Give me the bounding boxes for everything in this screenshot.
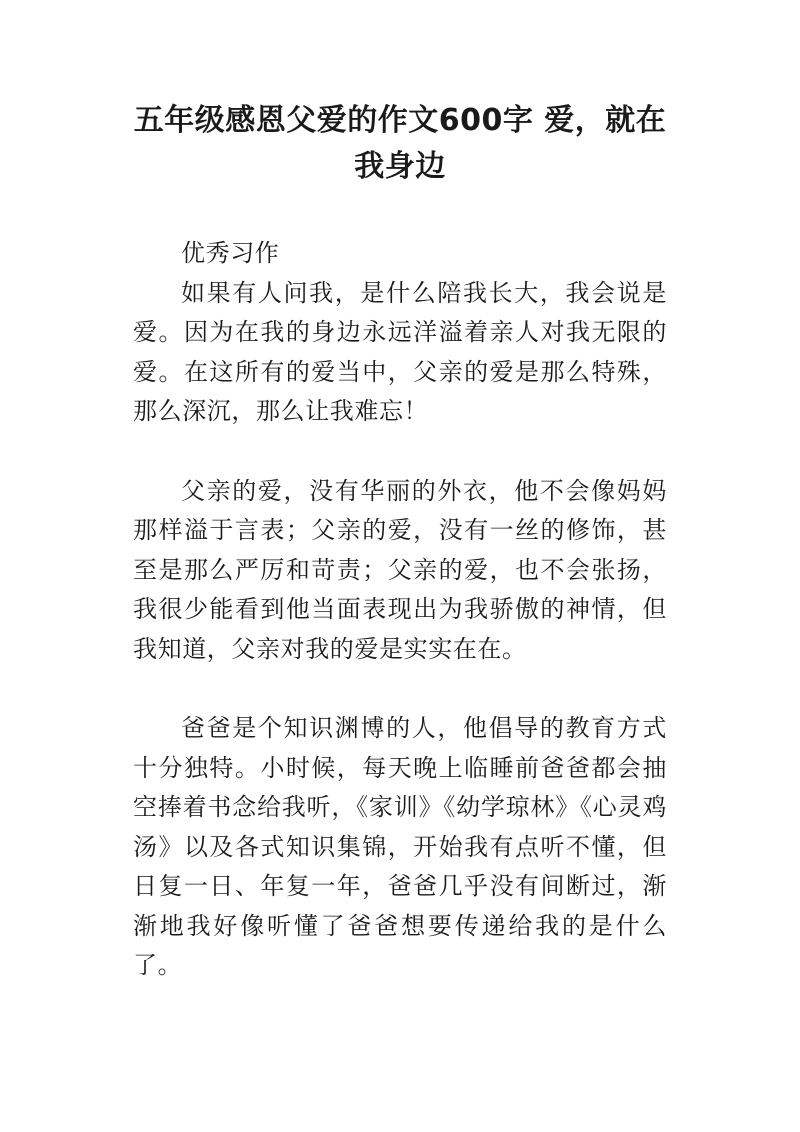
document-title: 五年级感恩父爱的作文600字 爱，就在我身边: [133, 103, 667, 184]
essay-label: 优秀习作: [181, 239, 280, 267]
paragraph-1: 如果有人问我，是什么陪我长大，我会说是爱。因为在我的身边永远洋溢着亲人对我无限的爱。在这所有的爱当中，父亲的爱是那么特殊，那么深沉，那么让我难忘！: [133, 278, 667, 425]
paragraph-gap: [133, 432, 667, 472]
paragraph-gap: [133, 669, 667, 709]
paragraph-2: 父亲的爱，没有华丽的外衣，他不会像妈妈那样溢于言表；父亲的爱，没有一丝的修饰，甚至是那么严厉和苛责；父亲的爱，也不会张扬，我很少能看到他当面表现出为我骄傲的神情，但我知道，父亲对我的爱是实实在在。: [133, 476, 667, 663]
paragraph-3: 爸爸是个知识渊博的人，他倡导的教育方式十分独特。小时候，每天晚上临睡前爸爸都会抽空捧着书念给我听，《家训》《幼学琼林》《心灵鸡汤》以及各式知识集锦，开始我有点听不懂，但日复一日、年复一年，爸爸几乎没有间断过，渐渐地我好像听懂了爸爸想要传递给我的是什么了。: [133, 714, 667, 979]
document-body: [133, 234, 667, 986]
